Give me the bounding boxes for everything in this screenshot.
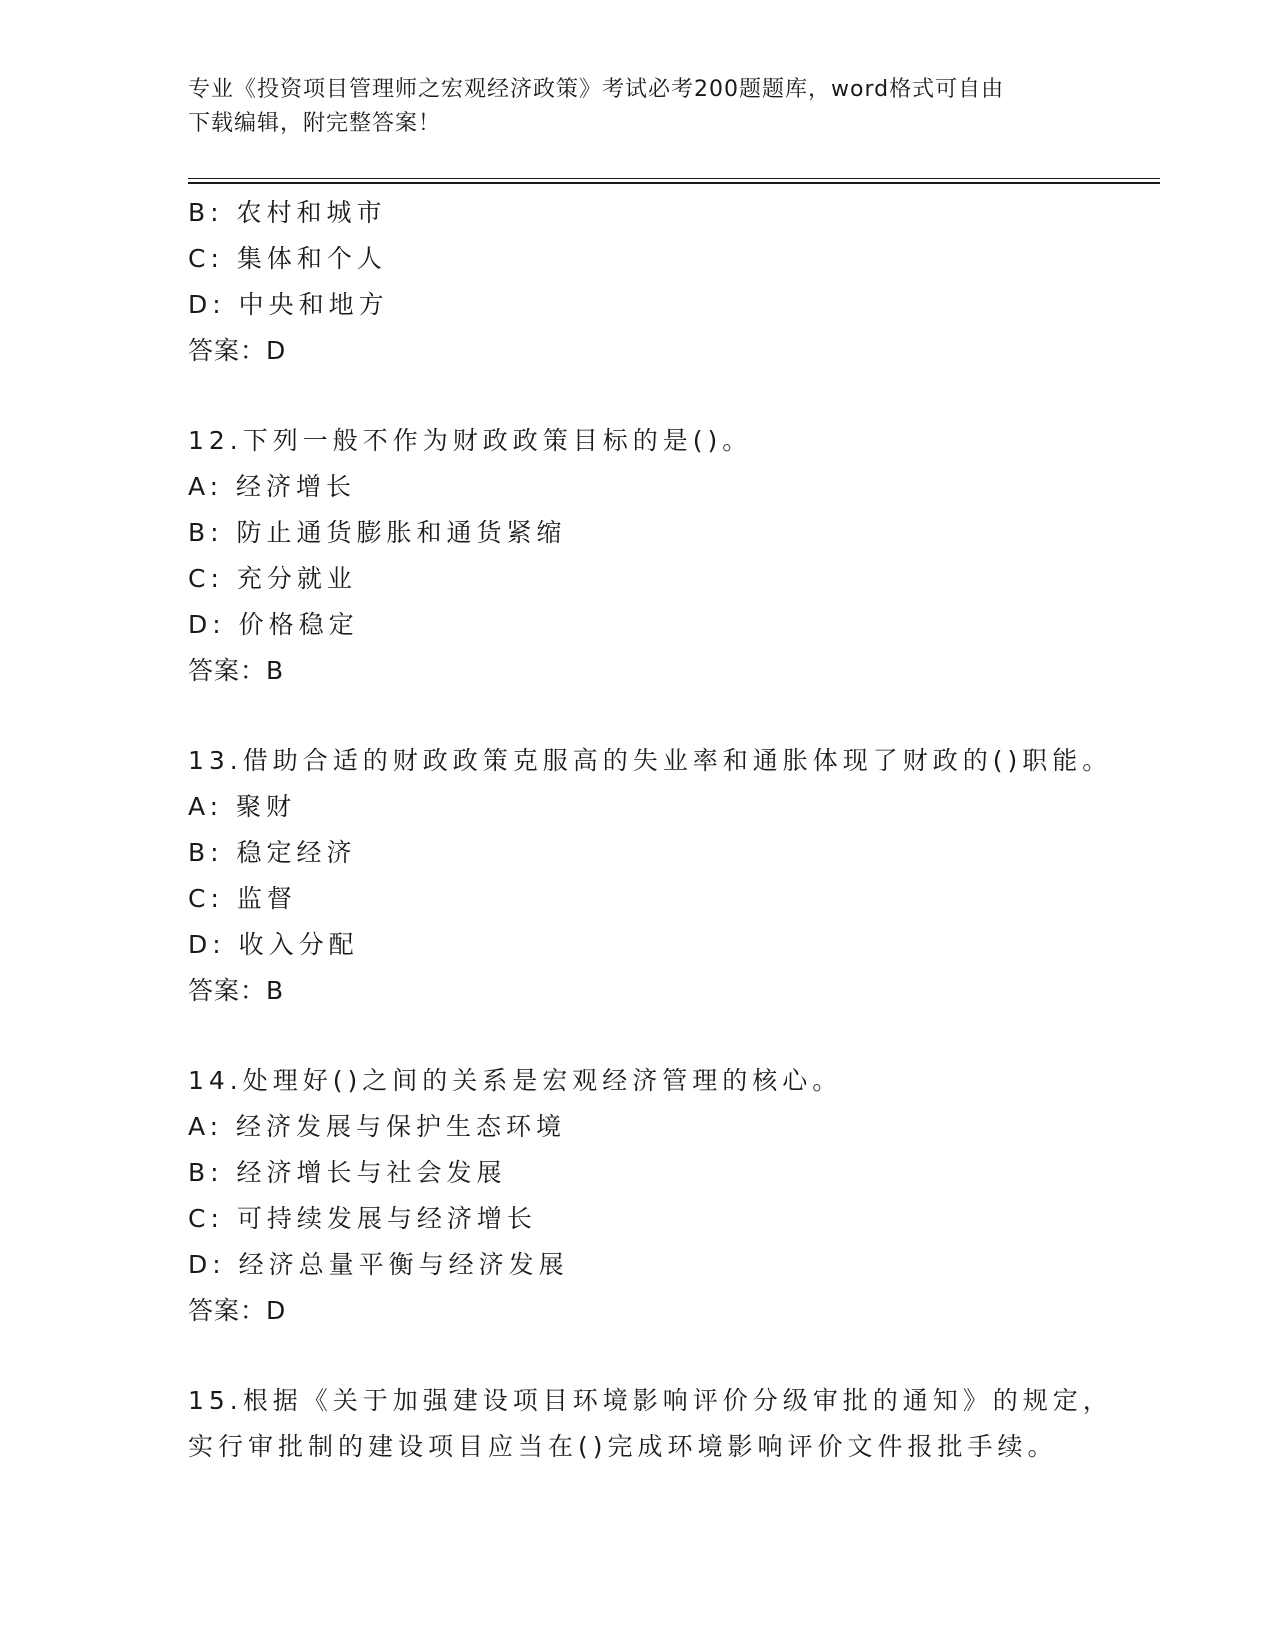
option-a: A: 经济增长: [188, 472, 357, 501]
question-stem: 12.下列一般不作为财政政策目标的是()。: [188, 426, 753, 455]
header-line-1: 专业《投资项目管理师之宏观经济政策》考试必考200题题库，word格式可自由: [188, 77, 1005, 102]
header-divider: [188, 178, 1160, 179]
answer: 答案：D: [188, 336, 287, 365]
option-b: B: 经济增长与社会发展: [188, 1158, 507, 1187]
header-divider-thick: [188, 182, 1160, 184]
question-list: [188, 190, 1148, 1470]
option-a: A: 经济发展与保护生态环境: [188, 1112, 567, 1141]
option-b: B: 稳定经济: [188, 838, 357, 867]
option-c: C: 集体和个人: [188, 244, 387, 273]
option-d: D: 价格稳定: [188, 610, 359, 639]
question-15: [188, 1378, 1148, 1470]
answer: 答案：B: [188, 976, 285, 1005]
option-d: D: 经济总量平衡与经济发展: [188, 1250, 569, 1279]
option-c: C: 监督: [188, 884, 297, 913]
question-stem-line-1: 15.根据《关于加强建设项目环境影响评价分级审批的通知》的规定，: [188, 1386, 1113, 1415]
question-12: [188, 418, 1148, 694]
option-d: D: 收入分配: [188, 930, 359, 959]
option-a: A: 聚财: [188, 792, 297, 821]
question-14: [188, 1058, 1148, 1334]
question-stem-line-2: 实行审批制的建设项目应当在()完成环境影响评价文件报批手续。: [188, 1432, 1058, 1461]
header-line-2: 下载编辑，附完整答案！: [188, 111, 442, 136]
page-header: [188, 73, 1088, 141]
question-11: [188, 190, 1148, 374]
option-b: B: 农村和城市: [188, 198, 387, 227]
option-d: D: 中央和地方: [188, 290, 389, 319]
question-stem: 14.处理好()之间的关系是宏观经济管理的核心。: [188, 1066, 843, 1095]
question-stem: 13.借助合适的财政政策克服高的失业率和通胀体现了财政的()职能。: [188, 746, 1113, 775]
answer: 答案：D: [188, 1296, 287, 1325]
answer: 答案：B: [188, 656, 285, 685]
option-b: B: 防止通货膨胀和通货紧缩: [188, 518, 567, 547]
question-13: [188, 738, 1148, 1014]
option-c: C: 可持续发展与经济增长: [188, 1204, 537, 1233]
option-c: C: 充分就业: [188, 564, 357, 593]
